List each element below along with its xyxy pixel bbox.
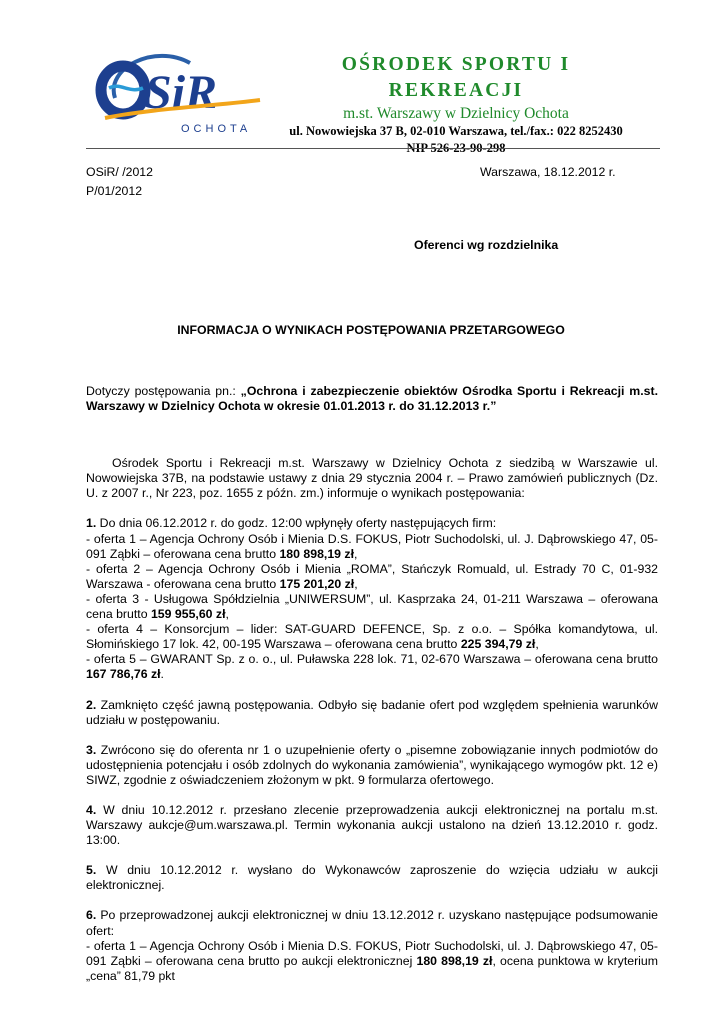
document-body [86,384,658,984]
offer-3-end: , [225,607,229,622]
logo-ochota-text: OCHOTA [181,123,252,135]
section-2-text: Zamknięto część jawną postępowania. Odbyło się badanie ofert pod względem spełnienia warunków udziału w postępowaniu. [86,697,658,727]
header-divider [86,148,660,149]
section-5 [86,863,658,893]
letterhead [272,52,640,157]
section-4-number: 4. [86,802,97,817]
offer-1-end: , [354,546,358,561]
offer-4-text: - oferta 4 – Konsorcjum – lider: SAT-GUARD DEFENCE, Sp. z o.o. – Spółka komandytowa, ul. Słomińskiego 17 lok. 42, 00-195 Warszawa – oferowana cena brutto [86,622,658,652]
section-3 [86,743,658,788]
auction-offer-1 [86,939,658,984]
document-title: INFORMACJA O WYNIKACH POSTĘPOWANIA PRZETARGOWEGO [177,323,565,337]
offer-item-5 [86,652,658,682]
place-date: Warszawa, 18.12.2012 r. [480,165,616,179]
auction-offer-1-text: - oferta 1 – Agencja Ochrony Osób i Mienia D.S. FOKUS, Piotr Suchodolski, ul. J. Dąbrowskiego 47, 05-091 Ząbki – oferowana cena brutto po aukcji elektronicznej [86,938,658,968]
offer-item-2 [86,562,658,592]
institution-nip: NIP 526-23-90-298 [406,141,506,155]
auction-offer-1-end: , ocena punktowa w kryterium „cena” 81,79 pkt [86,953,658,983]
offer-5-price: 167 786,76 zł [86,667,161,682]
subject-prefix: Dotyczy postępowania pn.: [86,384,241,398]
offer-5-end: . [160,667,164,682]
section-6 [86,908,658,938]
osir-logo [95,48,265,136]
offer-1-text: - oferta 1 – Agencja Ochrony Osób i Mienia D.S. FOKUS, Piotr Suchodolski, ul. J. Dąbrowskiego 47, 05-091 Ząbki – oferowana cena brutto [86,531,658,561]
offer-3-price: 159 955,60 zł [150,607,226,622]
offer-4-price: 225 394,79 zł [460,637,536,652]
subject-name: „Ochrona i zabezpieczenie obiektów Ośrodka Sportu i Rekreacji m.st. Warszawy w Dzielnicy Ochota w okresie 01.01.2013 r. do 31.12.2013 r.” [86,384,658,414]
reference-number: OSiR/ /2012 [86,165,153,179]
section-2-number: 2. [86,697,97,712]
section-1-number: 1. [86,516,97,531]
institution-title: OŚRODEK SPORTU I REKREACJI [341,54,571,101]
section-4 [86,803,658,848]
section-5-text: W dniu 10.12.2012 r. wysłano do Wykonawców zaproszenie do wzięcia udziału w aukcji elektronicznej. [86,863,658,893]
auction-offer-1-price: 180 898,19 zł [416,953,493,968]
section-4-text: W dniu 10.12.2012 r. przesłano zlecenie przeprowadzenia aukcji elektronicznej na portalu m.st. Warszawy aukcje@um.warszawa.pl. Termin wykonania aukcji ustalono na dzień 13.12.2010 r. godz. 13:00. [86,802,658,848]
offer-5-text: - oferta 5 – GWARANT Sp. z o. o., ul. Puławska 228 lok. 71, 02-670 Warszawa – oferowana cena brutto [86,652,658,667]
subject-paragraph [86,384,658,414]
section-3-number: 3. [86,742,97,757]
case-number: P/01/2012 [86,184,143,198]
offer-1-price: 180 898,19 zł [279,546,354,561]
section-1 [86,516,658,531]
section-1-lead: Do dnia 06.12.2012 r. do godz. 12:00 wpłynęły oferty następujących firm: [96,516,497,531]
section-3-text: Zwrócono się do oferenta nr 1 o uzupełnienie oferty o „pisemne zobowiązanie innych podmiotów do udostępnienia potencjału i osób zdolnych do wykonania zamówienia”, wynikającego wymogów pkt. 12 e) SIWZ, zgodnie z oświadczeniem złożonym w pkt. 9 formularza ofertowego. [86,742,658,787]
section-5-number: 5. [86,863,97,878]
institution-address: ul. Nowowiejska 37 B, 02-010 Warszawa, tel./fax.: 022 8252430 [289,124,623,138]
logo-sir-text: SiR [145,66,218,119]
intro-paragraph: Ośrodek Sportu i Rekreacji m.st. Warszawy w Dzielnicy Ochota z siedzibą w Warszawie ul. Nowowiejska 37B, na podstawie ustawy z dnia 29 stycznia 2004 r. – Prawo zamówień publicznych (Dz. U. z 2007 r., Nr 223, poz. 1655 z późn. zm.) informuje o wynikach postępowania: [86,456,658,501]
institution-subtitle: m.st. Warszawy w Dzielnicy Ochota [343,105,569,122]
offer-3-text: - oferta 3 - Usługowa Spółdzielnia „UNIWERSUM”, ul. Kasprzaka 24, 01-211 Warszawa – oferowana cena brutto [86,591,658,622]
offer-2-text: - oferta 2 – Agencja Ochrony Osób i Mienia „ROMA”, Stańczyk Romuald, ul. Estrady 70 C, 01-932 Warszawa - oferowana cena brutto [86,561,658,591]
offer-item-3 [86,592,658,622]
offer-2-end: , [354,576,358,591]
section-2 [86,698,658,728]
offer-2-price: 175 201,20 zł [279,576,355,591]
section-6-number: 6. [86,908,97,923]
section-6-lead: Po przeprowadzonej aukcji elektronicznej w dniu 13.12.2012 r. uzyskano następujące podsumowanie ofert: [86,908,658,938]
offer-item-1 [86,532,658,562]
offer-item-4 [86,622,658,652]
addressee: Oferenci wg rozdzielnika [414,238,559,252]
offer-4-end: , [535,637,539,652]
